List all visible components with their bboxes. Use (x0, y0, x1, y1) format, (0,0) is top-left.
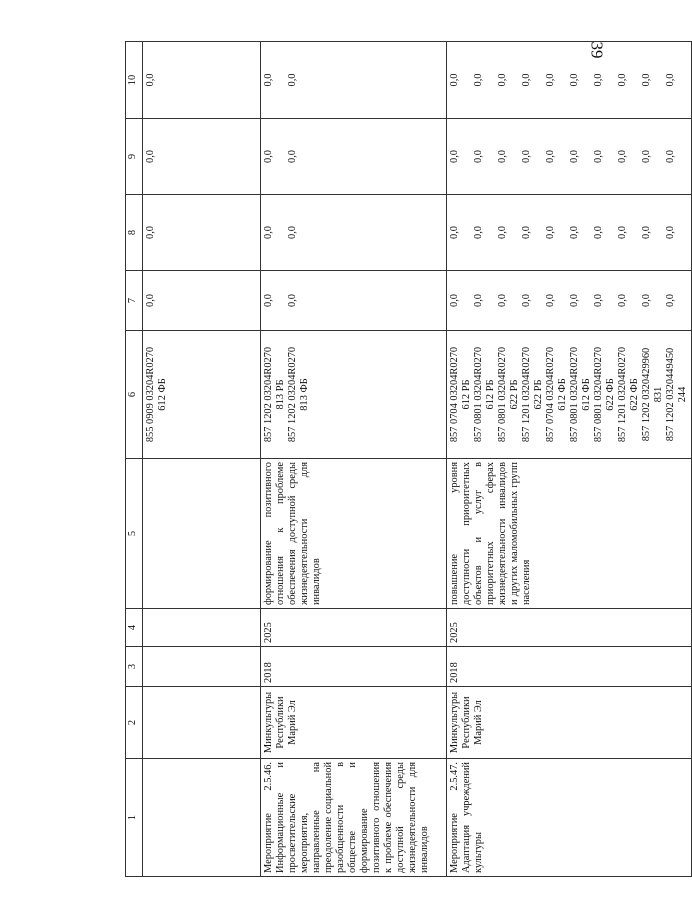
line-spacer (605, 45, 617, 115)
col-header-6: 6 (126, 331, 143, 459)
line-spacer (581, 274, 593, 327)
cell-col-3 (447, 647, 692, 687)
cell-col-4 (143, 609, 261, 647)
line-spacer (557, 198, 569, 267)
col-header-8: 8 (126, 195, 143, 271)
value-line: 0,0 (545, 294, 556, 307)
line-spacer (605, 122, 617, 191)
line-spacer (557, 122, 569, 191)
cell-text: 2025 (449, 622, 460, 643)
budget-code-line: 857 0801 03204R0270 (593, 346, 604, 443)
value-line: 0,0 (593, 226, 604, 239)
cell-col-6 (143, 331, 261, 459)
cell-text: формирование позитивного отношения к проблеме обеспечения доступной среды жизнедеятельности для инвалидов (263, 462, 322, 605)
budget-code-line: 857 0801 03204R0270 (569, 346, 580, 443)
budget-code-line: 813 ФБ (299, 378, 310, 411)
cell-col-9 (261, 119, 447, 195)
value-line: 0,0 (521, 226, 532, 239)
cell-col-8 (447, 195, 692, 271)
value-line: 0,0 (263, 294, 274, 307)
line-spacer (509, 198, 521, 267)
line-spacer (677, 122, 689, 191)
cell-col-1 (143, 759, 261, 877)
budget-code-line: 612 РБ (485, 379, 496, 410)
value-line: 0,0 (665, 73, 676, 87)
line-spacer (581, 122, 593, 191)
cell-col-3 (143, 647, 261, 687)
cell-col-3 (261, 647, 447, 687)
cell-col-5 (143, 459, 261, 609)
value-line: 0,0 (617, 73, 628, 87)
cell-text: 2018 (263, 662, 274, 683)
value-line: 0,0 (545, 73, 556, 87)
cell-col-4 (261, 609, 447, 647)
line-spacer (275, 198, 287, 267)
cell-col-10 (143, 42, 261, 119)
cell-text: Мероприятие 2.5.47. Адаптация учреждений культуры (449, 762, 484, 873)
value-line: 0,0 (665, 294, 676, 307)
cell-text: 2025 (263, 622, 274, 643)
value-line: 0,0 (473, 294, 484, 307)
cell-text: Минкультуры Республики Марий Эл (449, 691, 484, 754)
value-line: 0,0 (617, 226, 628, 239)
value-line: 0,0 (287, 294, 298, 307)
cell-col-5 (447, 459, 692, 609)
line-spacer (581, 45, 593, 115)
line-spacer (653, 274, 665, 327)
col-header-3: 3 (126, 647, 143, 687)
value-line: 0,0 (545, 150, 556, 163)
col-header-4: 4 (126, 609, 143, 647)
value-line: 0,0 (473, 73, 484, 87)
line-spacer (677, 274, 689, 327)
cell-col-1 (261, 759, 447, 877)
line-spacer (485, 198, 497, 267)
value-line: 0,0 (263, 73, 274, 87)
header-row (126, 42, 143, 877)
budget-code-line: 857 1201 03204R0270 (521, 346, 532, 443)
table-row (447, 42, 692, 877)
line-spacer (629, 274, 641, 327)
line-spacer (653, 198, 665, 267)
line-spacer (629, 45, 641, 115)
value-line: 0,0 (569, 294, 580, 307)
value-line: 0,0 (497, 226, 508, 239)
budget-code-line: 622 ФБ (629, 378, 640, 411)
cell-col-2 (447, 687, 692, 759)
line-spacer (653, 122, 665, 191)
value-line: 0,0 (617, 150, 628, 163)
line-spacer (653, 45, 665, 115)
value-line: 0,0 (569, 150, 580, 163)
value-line: 0,0 (569, 226, 580, 239)
value-line: 0,0 (287, 150, 298, 163)
value-line: 0,0 (545, 226, 556, 239)
line-spacer (461, 274, 473, 327)
value-line: 0,0 (449, 226, 460, 239)
cell-text: 2018 (449, 662, 460, 683)
cell-col-2 (143, 687, 261, 759)
value-line: 0,0 (521, 294, 532, 307)
value-line: 0,0 (497, 73, 508, 87)
line-spacer (485, 274, 497, 327)
value-line: 0,0 (521, 73, 532, 87)
budget-code-line: 622 РБ (509, 379, 520, 410)
line-spacer (275, 45, 287, 115)
program-table (125, 41, 692, 877)
line-spacer (605, 274, 617, 327)
value-line: 0,0 (497, 294, 508, 307)
cell-col-7 (143, 271, 261, 331)
cell-col-8 (143, 195, 261, 271)
line-spacer (509, 274, 521, 327)
budget-code-line: 857 1201 03204R0270 (617, 346, 628, 443)
line-spacer (533, 45, 545, 115)
page-number: 39 (587, 41, 607, 59)
cell-col-6 (447, 331, 692, 459)
cell-col-5 (261, 459, 447, 609)
cell-text: Минкультуры Республики Марий Эл (263, 691, 298, 754)
cell-text: повышение уровня доступности приоритетных объектов и услуг в приоритетных сферах жизнедеятельности инвалидов и других маломобильных групп населения (449, 462, 532, 605)
budget-code-line: 857 0704 03204R0270 (545, 346, 556, 443)
value-line: 0,0 (641, 150, 652, 163)
line-spacer (461, 122, 473, 191)
value-line: 0,0 (641, 226, 652, 239)
budget-code-line: 855 0909 03204R0270 (145, 346, 156, 443)
cell-col-7 (261, 271, 447, 331)
line-spacer (509, 45, 521, 115)
value-line: 0,0 (593, 150, 604, 163)
value-line: 0,0 (593, 73, 604, 87)
cell-col-9 (143, 119, 261, 195)
line-spacer (461, 198, 473, 267)
value-line: 0,0 (641, 294, 652, 307)
value-line: 0,0 (449, 73, 460, 87)
value-line: 0,0 (449, 150, 460, 163)
budget-code-line: 857 0704 03204R0270 (449, 346, 460, 443)
line-spacer (533, 198, 545, 267)
budget-code-line: 813 РБ (275, 379, 286, 410)
col-header-9: 9 (126, 119, 143, 195)
col-header-10: 10 (126, 42, 143, 119)
value-line: 0,0 (145, 150, 156, 163)
value-line: 0,0 (593, 294, 604, 307)
col-header-5: 5 (126, 459, 143, 609)
cell-col-8 (261, 195, 447, 271)
line-spacer (485, 45, 497, 115)
line-spacer (605, 198, 617, 267)
value-line: 0,0 (665, 150, 676, 163)
budget-code-line: 857 0801 03204R0270 (497, 346, 508, 443)
budget-code-line: 831 (653, 386, 664, 403)
line-spacer (533, 122, 545, 191)
cell-col-10 (447, 42, 692, 119)
budget-code-line: 612 РБ (461, 379, 472, 410)
value-line: 0,0 (287, 226, 298, 239)
cell-col-1 (447, 759, 692, 877)
line-spacer (677, 198, 689, 267)
budget-code-line: 612 ФБ (581, 378, 592, 411)
value-line: 0,0 (263, 226, 274, 239)
budget-code-line: 857 1202 03204R0270 (263, 346, 274, 443)
cell-col-9 (447, 119, 692, 195)
value-line: 0,0 (665, 226, 676, 239)
line-spacer (557, 45, 569, 115)
value-line: 0,0 (497, 150, 508, 163)
line-spacer (677, 45, 689, 115)
line-spacer (275, 274, 287, 327)
value-line: 0,0 (473, 226, 484, 239)
budget-code-line: 857 1202 03204R0270 (287, 346, 298, 443)
value-line: 0,0 (145, 294, 156, 307)
value-line: 0,0 (617, 294, 628, 307)
cell-col-6 (261, 331, 447, 459)
cell-col-10 (261, 42, 447, 119)
line-spacer (629, 198, 641, 267)
cell-text: Мероприятие 2.5.46. Информационные и просветительские мероприятия, направленные на преодоление социальной разобщенности в обществе и формирование позитивного отношения к проблеме обеспечения доступной среды жизнедеятельности для инвалидов (263, 762, 430, 873)
line-spacer (461, 45, 473, 115)
line-spacer (557, 274, 569, 327)
line-spacer (629, 122, 641, 191)
cell-col-7 (447, 271, 692, 331)
value-line: 0,0 (263, 150, 274, 163)
budget-code-line: 857 0801 03204R0270 (473, 346, 484, 443)
value-line: 0,0 (569, 73, 580, 87)
budget-code-line: 622 РБ (533, 379, 544, 410)
budget-code-line: 612 ФБ (157, 378, 168, 411)
budget-code-line: 857 1202 0320449450 (665, 347, 676, 442)
line-spacer (509, 122, 521, 191)
table-row (261, 42, 447, 877)
col-header-1: 1 (126, 759, 143, 877)
line-spacer (485, 122, 497, 191)
table-row (143, 42, 261, 877)
cell-col-4 (447, 609, 692, 647)
value-line: 0,0 (641, 73, 652, 87)
rotated-table-container (125, 42, 688, 877)
col-header-7: 7 (126, 271, 143, 331)
line-spacer (533, 274, 545, 327)
value-line: 0,0 (287, 73, 298, 87)
budget-code-line: 612 ФБ (557, 378, 568, 411)
budget-code-line: 857 1202 0320429960 (641, 347, 652, 442)
col-header-2: 2 (126, 687, 143, 759)
value-line: 0,0 (473, 150, 484, 163)
value-line: 0,0 (145, 226, 156, 239)
value-line: 0,0 (449, 294, 460, 307)
cell-col-2 (261, 687, 447, 759)
budget-code-line: 622 ФБ (605, 378, 616, 411)
value-line: 0,0 (145, 73, 156, 87)
value-line: 0,0 (521, 150, 532, 163)
line-spacer (581, 198, 593, 267)
line-spacer (275, 122, 287, 191)
budget-code-line: 244 (677, 386, 688, 403)
